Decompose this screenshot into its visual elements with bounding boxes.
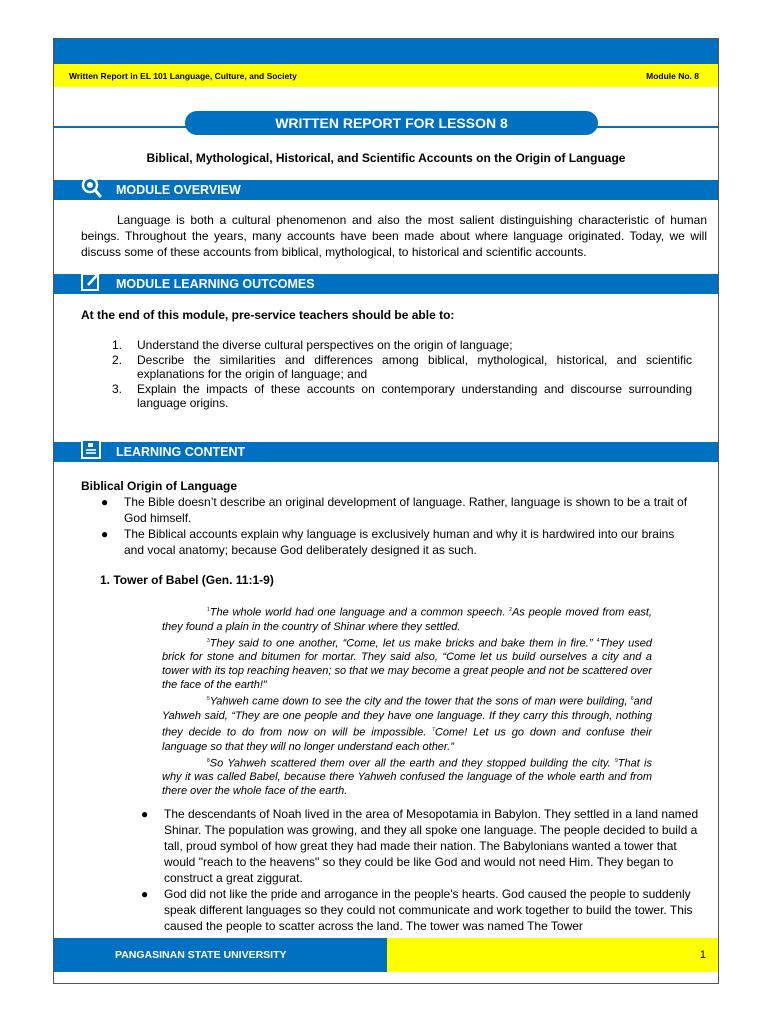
list-item: 1. Understand the diverse cultural perspectives on the origin of language; [112,338,513,352]
edit-icon [80,270,102,292]
course-title: Written Report in EL 101 Language, Culture, and Society [69,71,297,81]
outcomes-intro: At the end of this module, pre-service teachers should be able to: [81,308,455,322]
learning-content-heading: LEARNING CONTENT [116,445,246,459]
university-name: PANGASINAN STATE UNIVERSITY [115,949,287,961]
section-title: Biblical Origin of Language [81,479,238,493]
verse-group: $^8$So Yahweh scattered them over all the earth and they stopped building the city. $^9$That is why it was called Babel, because there Yahweh confused the language of the whole earth and from there over the whole face of the earth. [162,757,652,798]
verse-group: $^1$The whole world had one language and a common speech. $^2$As people moved from east, they found a plain in the country of Shinar where they settled. [162,606,652,633]
module-overview-heading: MODULE OVERVIEW [116,183,241,197]
page-number: 1 [699,949,706,961]
scripture-quote [162,603,652,798]
babel-bullets [141,806,704,934]
list-item: 2. Describe the similarities and differences among biblical, mythological, historical, and scientific explanations for the origin of language; and [112,353,692,381]
document-page [53,38,719,984]
footer-university-bar [54,938,387,972]
verse-group: $^3$They said to one another, “Come, let us make bricks and bake them in fire.” $^4$They used brick for stone and bitumen for mortar. They said also, “Come let us build ourselves a city and a tower with its top reaching heaven; so that we may become a great people and not be scattered over the face of the earth!” [162,637,652,692]
top-bar [54,39,718,64]
header-bar [54,64,718,87]
list-item: ● The Bible doesn’t describe an original development of language. Rather, language is shown to be a trait of God himself. [101,495,688,525]
learning-outcomes-bar [54,274,718,294]
outcomes-list [112,338,692,411]
list-item: 3. Explain the impacts of these accounts on contemporary understanding and discourse surrounding language origins. [112,382,692,410]
page-title: WRITTEN REPORT FOR LESSON 8 [185,111,598,135]
list-item: ● God did not like the pride and arrogance in the people's hearts. God caused the people to suddenly speak different languages so they could not communicate and work together to build the tower. This caused the people to scatter across the land. The tower was named The Tower [141,887,693,933]
footer-page-bar [387,938,718,972]
biblical-bullets [101,494,693,558]
verse-group: $^5$Yahweh came down to see the city and the tower that the sons of man were building, $^6$and Yahweh said, “They are one people and they have one language. If they carry this through, nothing they decide to do from now on will be impossible. $^7$Come! Let us go down and confuse their language so that they will no longer understand each other.” [162,695,652,753]
list-item: ● The Biblical accounts explain why language is exclusively human and why it is hardwired into our brains and vocal anatomy; because God deliberately designed it as such. [101,527,675,557]
document-icon [80,438,102,460]
subtitle: Biblical, Mythological, Historical, and Scientific Accounts on the Origin of Language [146,151,626,165]
module-number: Module No. 8 [646,71,699,81]
magnifier-icon [80,176,102,198]
learning-content-bar [54,442,718,462]
learning-outcomes-heading: MODULE LEARNING OUTCOMES [116,277,315,291]
overview-text: Language is both a cultural phenomenon and also the most salient distinguishing characteristic of human beings. Throughout the years, many accounts have been made about where language originated. Today, we will discuss some of these accounts from biblical, mythological, to historical and scientific accounts. [81,213,707,259]
list-item: ● The descendants of Noah lived in the area of Mesopotamia in Babylon. They settled in a land named Shinar. The population was growing, and they all spoke one language. The people decided to build a tall, proud symbol of how great they had made their nation. The Babylonians wanted a tower that would "reach to the heavens" so they could be like God and would not need Him. They began to construct a great ziggurat. [141,807,699,885]
babel-subheading: 1. Tower of Babel (Gen. 11:1-9) [100,573,274,587]
module-overview-bar [54,180,718,200]
